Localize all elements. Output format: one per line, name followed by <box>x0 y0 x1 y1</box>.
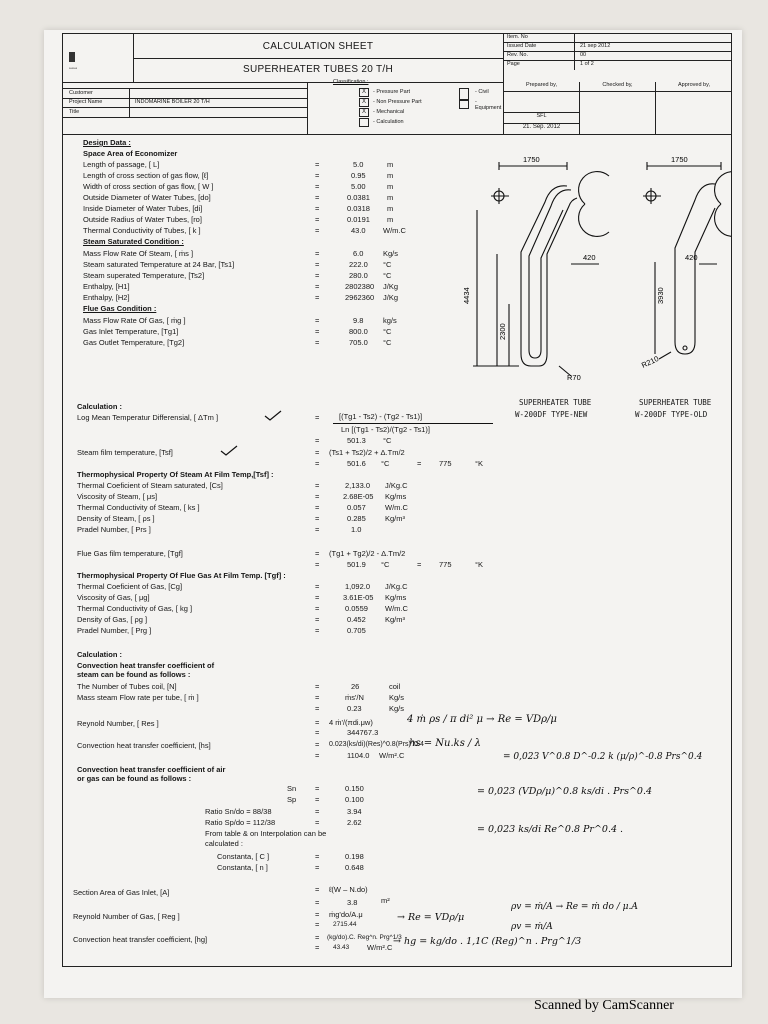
dim-new-offset: 420 <box>583 253 596 262</box>
tsf-kelvin: 775 <box>439 459 452 468</box>
customer-block <box>63 82 308 134</box>
gas-prop-label: Pradel Number, [ Prg ] <box>77 626 152 635</box>
logo-mark-icon <box>63 34 133 82</box>
tubes-label: The Number of Tubes coil, [N] <box>77 682 177 691</box>
steam-prop-label: Thermal Conductivity of Steam, [ ks ] <box>77 503 200 512</box>
sheet-frame <box>62 33 732 967</box>
gas-props-heading: Thermophysical Property Of Flue Gas At Film Temp. [Tgf] : <box>77 571 286 580</box>
sheet-subtitle: SUPERHEATER TUBES 20 T/H <box>133 58 503 83</box>
design-row-label: Thermal Conductivity of Tubes, [ k ] <box>83 226 201 235</box>
handwritten-note-reg1: → Re = VDρ/μ <box>397 912 465 923</box>
design-row-label: Length of passage, [ L] <box>83 160 160 169</box>
steam-condition-heading: Steam Saturated Condition : <box>83 237 184 246</box>
design-row-label: Outside Diameter of Water Tubes, [do] <box>83 193 211 202</box>
design-row-unit: m <box>387 160 394 169</box>
document-meta <box>503 34 732 82</box>
hg-label: Convection heat transfer coefficient, [hg] <box>73 935 208 944</box>
steam-prop-label: Density of Steam, [ ρs ] <box>77 514 155 523</box>
checkbox-equipment <box>459 100 469 109</box>
gas-prop-label: Viscosity of Gas, [ μg] <box>77 593 150 602</box>
handwritten-note-hs1: hs = Nu.ks / λ <box>409 738 481 749</box>
sheet-header <box>63 34 731 135</box>
caption-new-2: W-200DF TYPE-NEW <box>515 410 588 419</box>
lmtd-label: Log Mean Temperatur Differensial, [ ΔTm ] <box>77 413 219 422</box>
design-row-value: 5.0 <box>353 160 364 169</box>
design-row-label: Inside Diameter of Water Tubes, [di] <box>83 204 203 213</box>
tgf-label: Flue Gas film temperature, [Tgf] <box>77 549 183 558</box>
design-row-value: 0.0318 <box>347 204 370 213</box>
checkbox-calculation <box>359 118 369 127</box>
hs-label: Convection heat transfer coefficient, [hs] <box>77 741 211 750</box>
meta-row: Issued Date 21 sep 2012 <box>504 43 732 52</box>
design-row-unit: m <box>387 193 394 202</box>
gas-prop-label: Thermal Conductivity of Gas, [ kg ] <box>77 604 193 613</box>
tgf-kelvin: 775 <box>439 560 452 569</box>
dim-new-radius: R70 <box>567 373 581 382</box>
handwritten-note-res: 4 ṁ ρs / π di² μ → Re = VDρ/μ <box>407 714 557 725</box>
steam-props-heading: Thermophysical Property Of Steam At Film Temp,[Tsf] : <box>77 470 274 479</box>
dim-new-lower: 2300 <box>498 323 507 340</box>
dim-old-width: 1750 <box>671 155 688 164</box>
steam-prop-label: Thermal Coeficient of Steam saturated, [Cs] <box>77 481 223 490</box>
design-row-label: Outside Radius of Water Tubes, [ro] <box>83 215 202 224</box>
dim-old-offset: 420 <box>685 253 698 262</box>
title-row: Title <box>63 108 307 118</box>
handwritten-note-reg2: ρv = ṁ/A → Re = ṁ do / μ.A <box>511 902 638 912</box>
project-row: Project Name INDOMARINE BOILER 20 T/H <box>63 98 307 108</box>
customer-row: Customer <box>63 88 307 99</box>
handwritten-note-gas1: = 0,023 (VDρ/μ)^0.8 ks/di . Prs^0.4 <box>477 786 653 797</box>
meta-row: Item. No <box>504 34 732 43</box>
design-row-unit: m <box>387 182 394 191</box>
classification-block: Classification : X - Pressure Part X - Non Pressure Part X - Mechanical - Calculation - Civil - Equipment <box>333 79 502 125</box>
caption-old-1: SUPERHEATER TUBE <box>639 398 712 407</box>
design-row-value: 0.0381 <box>347 193 370 202</box>
handwritten-note-reg3: ρv = ṁ/A <box>511 922 553 932</box>
calculation-heading: Calculation : <box>77 402 123 411</box>
checkbox-pressure-part: X <box>359 88 369 97</box>
design-row-value: 43.0 <box>351 226 366 235</box>
design-row-value: 0.0191 <box>347 215 370 224</box>
design-row-label: Length of cross section of gas flow, [ℓ] <box>83 171 209 180</box>
superheater-tube-drawing <box>459 154 731 389</box>
mass-flow-tube-label: Mass steam Flow rate per tube, [ ṁ ] <box>77 693 199 702</box>
svg-text:ꟷꟷ: ꟷꟷ <box>69 66 78 72</box>
approved-by: Approved by, <box>656 82 732 134</box>
gas-prop-label: Thermal Coeficient of Gas, [Cg] <box>77 582 183 591</box>
check-mark-icon <box>219 445 239 457</box>
signoff-block <box>503 82 732 134</box>
flue-gas-heading: Flue Gas Condition : <box>83 304 157 313</box>
checkbox-civil <box>459 88 469 100</box>
meta-row: Rev. No. 00 <box>504 52 732 61</box>
calculation-sheet <box>44 30 742 998</box>
design-row-unit: W/m.C <box>383 226 406 235</box>
dim-new-height: 4434 <box>462 287 471 304</box>
meta-row: Page 1 of 2 <box>507 61 594 67</box>
lmtd-numerator: [(Tg1 - Ts2) - (Tg2 - Ts1)] <box>339 412 423 421</box>
tgf-value: 501.9 <box>347 560 366 569</box>
lmtd-denominator: Ln [(Tg1 - Ts2)/(Tg2 - Ts1)] <box>341 425 430 434</box>
steam-prop-label: Viscosity of Steam, [ μs] <box>77 492 158 501</box>
handwritten-note-gas2: = 0,023 ks/di Re^0.8 Pr^0.4 . <box>477 824 624 835</box>
tsf-label: Steam film temperature, [Tsf] <box>77 448 173 457</box>
design-data-heading: Design Data : <box>83 138 131 147</box>
gas-prop-label: Density of Gas, [ ρg ] <box>77 615 148 624</box>
handwritten-note-hg: → hg = kg/do . 1,1C (Reg)^n . Prg^1/3 <box>393 936 582 947</box>
sheet-title: CALCULATION SHEET <box>133 36 503 59</box>
check-mark-icon <box>263 410 283 422</box>
design-row-value: 0.95 <box>351 171 366 180</box>
area-label: Section Area of Gas Inlet, [A] <box>73 888 170 897</box>
company-logo <box>63 34 134 83</box>
checkbox-non-pressure-part: X <box>359 98 369 107</box>
design-row-value: 5.00 <box>351 182 366 191</box>
design-row-unit: m <box>387 204 394 213</box>
caption-new-1: SUPERHEATER TUBE <box>519 398 592 407</box>
checkbox-mechanical: X <box>359 108 369 117</box>
calculation-heading-2: Calculation : <box>77 650 123 659</box>
scanner-watermark: Scanned by CamScanner <box>534 998 674 1013</box>
tsf-formula: (Ts1 + Ts2)/2 + Δ.Tm/2 <box>329 448 405 457</box>
steam-prop-label: Pradel Number, [ Prs ] <box>77 525 151 534</box>
dim-new-width: 1750 <box>523 155 540 164</box>
dim-old-height: 3930 <box>656 287 665 304</box>
res-label: Reynold Number, [ Res ] <box>77 719 159 728</box>
handwritten-note-hs2: = 0,023 V^0.8 D^-0.2 k (μ/ρ)^-0.8 Prs^0.4 <box>503 752 703 762</box>
design-row-unit: m <box>387 171 394 180</box>
tgf-formula: (Tg1 + Tg2)/2 - Δ.Tm/2 <box>329 549 406 558</box>
caption-old-2: W-200DF TYPE-OLD <box>635 410 708 419</box>
prepared-by: Prepared by, SFL 21. Sep. 2012 <box>504 82 580 134</box>
tsf-value: 501.6 <box>347 459 366 468</box>
lmtd-value: 501.3 <box>347 436 366 445</box>
dim-old-radius: R210 <box>640 354 661 370</box>
economizer-heading: Space Area of Economizer <box>83 149 178 158</box>
reg-label: Reynold Number of Gas, [ Reg ] <box>73 912 180 921</box>
design-row-label: Width of cross section of gas flow, [ W ] <box>83 182 214 191</box>
sheet-body: Design Data : Space Area of Economizer Length of passage, [ L] = 5.0 m Length of cross section of gas flow, [ℓ] = 0.95 m Width of cross section of gas flow, [ W ] = 5.00 m Outside Diameter of Water Tubes, [do] = 0.0381 m Inside Diameter of Water Tubes, [di] = 0.0318 m Outside Radius of Water Tubes, [ro] = 0.0191 m Thermal Conductivity of Tubes, [ k ] = 43.0 W/m.C Steam Saturated Condition : Mass Flow Rate Of Steam, [ ṁs ] = 6.0 Kg/s Steam saturated Temperature at 24 Bar, [Ts1] = 222.0 °C Steam superated Temperature, [Ts2] = 280.0 °C Enthalpy, [H1] = 2802380 J/Kg Enthalpy, [H2] = 2962360 J/Kg Flue Gas Condition : Mass Flow Rate Of Gas, [ ṁg ] = 9.8 kg/s Gas Inlet Temperature, [Tg1] = 800.0 °C Gas Outlet Temperature, [Tg2] = 705.0 °C 1750 420 4434 2300 R70 1750 420 3930 R210 SUPERHEATER TUBE W-200DF TYPE-NEW SUPERHEATER TUBE W-200DF TYPE-OLD Calculation : Log Mean Temperatur Differensial, [ ΔTm ] = [(Tg1 - Ts2) - (Tg2 - Ts1)] Ln [(Tg1 - Ts2)/(Tg2 - Ts1)] = 501.3 °C Steam film temperature, [Tsf] = (Ts1 + Ts2)/2 + Δ.Tm/2 = 501.6 °C = 775 °K Thermophysical Property Of Steam At Film Temp,[Tsf] : Thermal Coeficient of Steam saturated, [Cs] = 2,133.0 J/Kg.C Viscosity of Steam, [ μs] = 2.68E-05 Kg/ms Thermal Conductivity of Steam, [ ks ] = 0.057 W/m.C Density of Steam, [ ρs ] = 0.285 Kg/m³ Pradel Number, [ Prs ] = 1.0 Flue Gas film temperature, [Tgf] = (Tg1 + Tg2)/2 - Δ.Tm/2 = 501.9 °C = 775 °K Thermophysical Property Of Flue Gas At Film Temp. [Tgf] : Thermal Coeficient of Gas, [Cg] = 1,092.0 J/Kg.C Viscosity of Gas, [ μg] = 3.61E-05 Kg/ms Thermal Conductivity of Gas, [ kg ] = 0.0559 W/m.C Density of Gas, [ ρg ] = 0.452 Kg/m³ Pradel Number, [ Prg ] = 0.705 Calculation : Convection heat transfer coefficient of steam can be found as follows : The Number of Tubes coil, [N] = 26 coil Mass steam Flow rate per tube, [ ṁ ] = ṁs'/N Kg/s = 0.23 Kg/s Reynold Number, [ Res ] = 4 ṁ'/(πdi.μw) = 344767.3 Convection heat transfer coefficient, [hs] = 0.023(ks/di)(Res)^0.8(Prs)^0.4 = 1104.0 W/m².C Convection heat transfer coefficient of air or gas can be found as follows : Sn = 0.150 Sp = 0.100 Ratio Sn/do = 88/38 = 3.94 Ratio Sp/do = 112/38 = 2.62 From table & on Interpolation can be calculated : Constanta, [ C ] = 0.198 Constanta, [ n ] = 0.648 Section Area of Gas Inlet, [A] = ℓ(W – N.do) = 3.8 m² Reynold Number of Gas, [ Reg ] = ṁg'do/A.μ = 2715.44 Convection heat transfer coefficient, [hg] = (kg/do).C. Reg^n. Prg^1/3 = 43.43 W/m².C 4 ṁ ρs / π di² μ → Re = VDρ/μ hs = Nu.ks / λ = 0,023 V^0.8 D^-0.2 k (μ/ρ)^-0.8 Prs^0.4 = 0,023 (VDρ/μ)^0.8 ks/di . Prs^0.4 = 0,023 ks/di Re^0.8 Pr^0.4 . → Re = VDρ/μ ρv = ṁ/A → Re = ṁ do / μ.A ρv = ṁ/A → hg = kg/do . 1,1C (Reg)^n . Prg^1/3 <box>63 134 731 966</box>
checked-by: Checked by, <box>580 82 656 134</box>
design-row-unit: m <box>387 215 394 224</box>
classification-label: Classification : <box>333 79 369 85</box>
